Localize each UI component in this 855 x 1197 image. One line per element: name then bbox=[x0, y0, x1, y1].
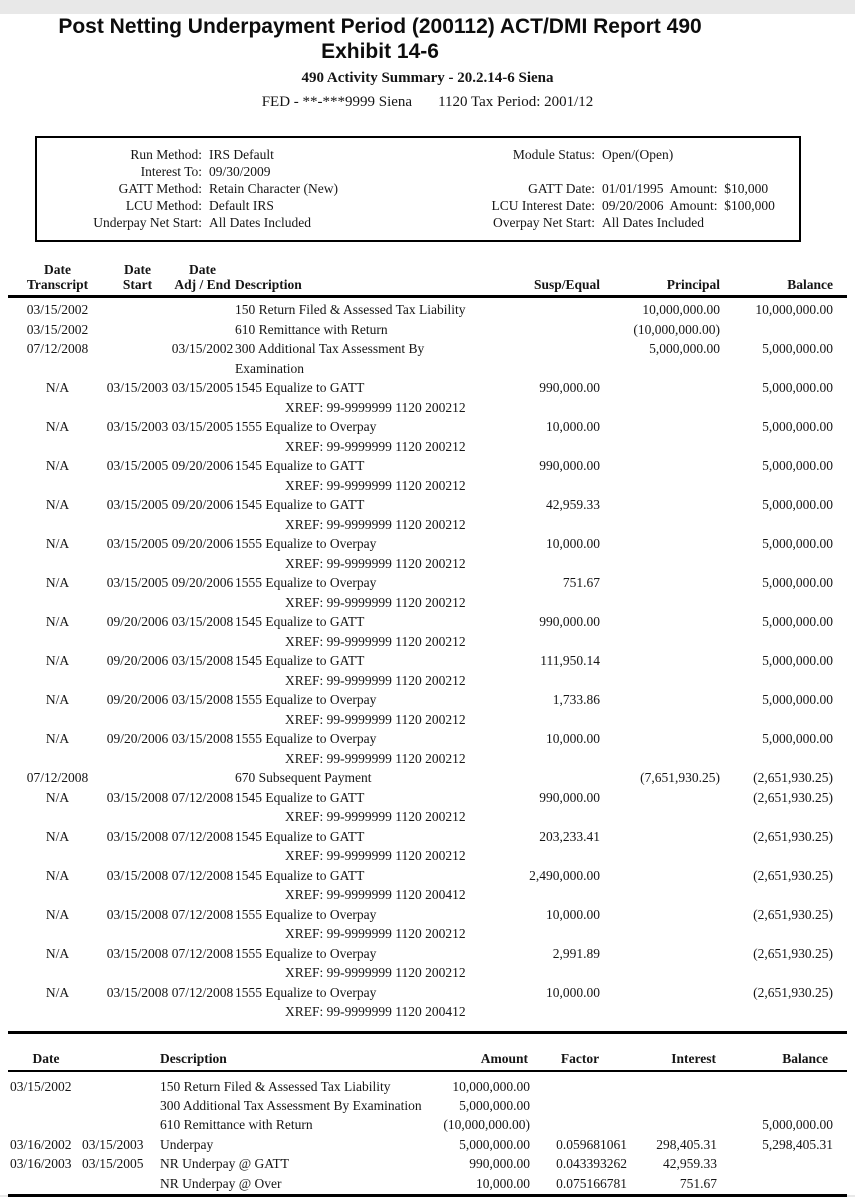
xref-line bbox=[0, 476, 855, 496]
cell-factor: 0.043393262 bbox=[556, 1156, 627, 1172]
cell-susp-equal: 990,000.00 bbox=[539, 789, 600, 805]
summary-table bbox=[0, 1050, 855, 1193]
cell-date-adj-end: 07/12/2008 bbox=[171, 828, 234, 844]
cell-date-start: 09/20/2006 bbox=[106, 614, 169, 629]
activity-row bbox=[0, 983, 855, 1003]
activity-row bbox=[0, 378, 855, 398]
header-principal: Principal bbox=[666, 277, 720, 292]
info-row bbox=[409, 197, 799, 214]
cell-date-start: 03/15/2008 bbox=[106, 945, 169, 961]
xref-text: XREF: 99-9999999 1120 200212 bbox=[285, 848, 466, 863]
cell-factor: 0.059681061 bbox=[556, 1136, 627, 1152]
cell-date-transcript: N/A bbox=[45, 692, 70, 707]
cell-susp-equal: 990,000.00 bbox=[539, 614, 600, 629]
cell-amount: 10,000.00 bbox=[476, 1175, 530, 1191]
cell-balance: 5,000,000.00 bbox=[762, 653, 833, 668]
cell-date-adj-end: 07/12/2008 bbox=[171, 906, 234, 922]
cell-date-start: 09/20/2006 bbox=[106, 692, 169, 707]
cell-date-1: 03/15/2002 bbox=[10, 1078, 72, 1094]
report-title-line-1: Post Netting Underpayment Period (200112) ACT/DMI Report 490 bbox=[58, 15, 702, 38]
cell-date-transcript: N/A bbox=[45, 789, 70, 805]
cell-balance: 5,298,405.31 bbox=[762, 1136, 833, 1152]
cell-susp-equal: 111,950.14 bbox=[540, 653, 600, 668]
cell-date-start: 09/20/2006 bbox=[106, 731, 169, 746]
cell-date-adj-end: 03/15/2005 bbox=[171, 419, 234, 434]
activity-header-rule bbox=[8, 295, 847, 298]
cell-principal bbox=[600, 612, 720, 632]
cell-date-transcript: N/A bbox=[45, 497, 70, 512]
info-label: Underpay Net Start: bbox=[93, 215, 202, 230]
xref-text: XREF: 99-9999999 1120 200212 bbox=[285, 516, 466, 532]
summary-table-header bbox=[0, 1050, 855, 1068]
info-label: GATT Method: bbox=[118, 181, 202, 196]
xref-line bbox=[0, 437, 855, 457]
cell-date-transcript: N/A bbox=[45, 458, 70, 473]
cell-date-adj-end: 09/20/2006 bbox=[171, 575, 234, 590]
cell-date-1 bbox=[10, 1115, 82, 1134]
summary-row bbox=[0, 1135, 855, 1154]
cell-principal bbox=[600, 534, 720, 554]
cell-date-start: 03/15/2008 bbox=[106, 867, 169, 883]
cell-date-transcript: 07/12/2008 bbox=[26, 341, 89, 356]
activity-row bbox=[0, 612, 855, 632]
activity-table-header bbox=[0, 262, 855, 292]
cell-date-transcript: N/A bbox=[45, 945, 70, 961]
cell-amount: 10,000,000.00 bbox=[452, 1078, 530, 1094]
cell-description: 300 Additional Tax Assessment By Examination bbox=[235, 341, 425, 376]
summary-row bbox=[0, 1115, 855, 1134]
cell-balance: (2,651,930.25) bbox=[753, 906, 833, 922]
entity-line bbox=[0, 94, 855, 111]
cell-date-adj-end: 07/12/2008 bbox=[171, 867, 234, 883]
cell-date-adj-end: 03/15/2008 bbox=[171, 692, 234, 707]
cell-description: 1555 Equalize to Overpay bbox=[235, 419, 377, 434]
section-separator-rule bbox=[8, 1031, 847, 1034]
cell-date-start: 03/15/2005 bbox=[106, 536, 169, 551]
cell-date-adj-end: 07/12/2008 bbox=[171, 945, 234, 961]
xref-text: XREF: 99-9999999 1120 200212 bbox=[285, 672, 466, 688]
cell-date-adj-end: 09/20/2006 bbox=[171, 536, 234, 551]
cell-date-start: 03/15/2008 bbox=[106, 828, 169, 844]
info-label: Overpay Net Start: bbox=[493, 215, 595, 230]
xref-line bbox=[0, 554, 855, 574]
xref-line bbox=[0, 924, 855, 944]
cell-description: 1545 Equalize to GATT bbox=[235, 867, 365, 883]
info-value: 09/20/2006 Amount: $100,000 bbox=[602, 198, 775, 213]
cell-balance: 5,000,000.00 bbox=[762, 497, 833, 512]
cell-description: 610 Remittance with Return bbox=[235, 321, 388, 337]
tax-period: 1120 Tax Period: 2001/12 bbox=[438, 94, 594, 110]
cell-principal bbox=[600, 651, 720, 671]
header-date-start: Date Start bbox=[122, 262, 153, 292]
info-row bbox=[409, 163, 799, 180]
cell-balance: 5,000,000.00 bbox=[762, 692, 833, 707]
cell-balance: 10,000,000.00 bbox=[755, 302, 833, 317]
cell-susp-equal: 42,959.33 bbox=[546, 497, 600, 512]
cell-principal bbox=[600, 905, 720, 925]
cell-description: 1545 Equalize to GATT bbox=[235, 614, 365, 629]
page-bottom-rule bbox=[8, 1194, 847, 1197]
cell-date-2 bbox=[82, 1174, 148, 1193]
info-value: 01/01/1995 Amount: $10,000 bbox=[602, 181, 769, 196]
xref-line bbox=[0, 632, 855, 652]
activity-row bbox=[0, 456, 855, 476]
cell-balance: (2,651,930.25) bbox=[753, 789, 833, 805]
cell-date-start: 03/15/2005 bbox=[106, 458, 169, 473]
activity-row bbox=[0, 788, 855, 808]
cell-date-start: 03/15/2005 bbox=[106, 497, 169, 512]
cell-interest: 42,959.33 bbox=[663, 1156, 717, 1172]
cell-interest bbox=[630, 1077, 720, 1096]
header-amount: Amount bbox=[480, 1050, 528, 1066]
xref-line bbox=[0, 885, 855, 905]
info-row bbox=[409, 180, 799, 197]
cell-description: 610 Remittance with Return bbox=[160, 1117, 313, 1133]
cell-susp-equal: 990,000.00 bbox=[539, 380, 600, 395]
xref-text: XREF: 99-9999999 1120 200212 bbox=[285, 594, 466, 610]
activity-row bbox=[0, 866, 855, 886]
cell-date-transcript: 07/12/2008 bbox=[26, 770, 89, 785]
xref-text: XREF: 99-9999999 1120 200412 bbox=[285, 1004, 466, 1019]
cell-susp-equal: 2,490,000.00 bbox=[529, 867, 600, 883]
cell-date-adj-end: 07/12/2008 bbox=[171, 984, 234, 1000]
cell-date-start: 03/15/2003 bbox=[106, 419, 169, 434]
cell-date-1 bbox=[10, 1096, 82, 1115]
activity-row bbox=[0, 495, 855, 515]
cell-principal bbox=[600, 417, 720, 437]
cell-date-adj-end bbox=[170, 768, 235, 788]
cell-balance: (2,651,930.25) bbox=[753, 867, 833, 883]
xref-text: XREF: 99-9999999 1120 200212 bbox=[285, 809, 466, 824]
activity-row bbox=[0, 320, 855, 340]
cell-date-transcript: 03/15/2002 bbox=[26, 302, 89, 317]
cell-principal bbox=[600, 788, 720, 808]
cell-balance: 5,000,000.00 bbox=[762, 341, 833, 356]
cell-susp-equal bbox=[480, 300, 600, 320]
cell-factor bbox=[530, 1077, 630, 1096]
summary-header-rule bbox=[8, 1070, 847, 1072]
info-value: All Dates Included bbox=[602, 215, 704, 230]
info-label: LCU Interest Date: bbox=[491, 198, 595, 213]
xref-text: XREF: 99-9999999 1120 200212 bbox=[285, 555, 466, 571]
cell-susp-equal: 10,000.00 bbox=[546, 984, 600, 1000]
summary-row bbox=[0, 1154, 855, 1173]
run-parameters-right bbox=[409, 146, 799, 231]
cell-date-transcript: N/A bbox=[45, 906, 70, 922]
cell-date-start bbox=[105, 300, 170, 320]
cell-date-start: 03/15/2008 bbox=[106, 906, 169, 922]
info-value: Default IRS bbox=[209, 198, 274, 213]
activity-row bbox=[0, 768, 855, 788]
cell-date-transcript: N/A bbox=[45, 380, 70, 395]
cell-description: 1545 Equalize to GATT bbox=[235, 828, 365, 844]
cell-date-adj-end bbox=[170, 300, 235, 320]
cell-susp-equal: 2,991.89 bbox=[552, 945, 600, 961]
activity-row bbox=[0, 534, 855, 554]
cell-principal bbox=[600, 378, 720, 398]
cell-description: 150 Return Filed & Assessed Tax Liability bbox=[235, 302, 466, 317]
info-label: LCU Method: bbox=[125, 198, 202, 213]
xref-line bbox=[0, 710, 855, 730]
cell-balance bbox=[720, 1174, 833, 1193]
cell-description: 1545 Equalize to GATT bbox=[235, 653, 365, 668]
cell-amount: 990,000.00 bbox=[469, 1156, 530, 1172]
header-interest: Interest bbox=[671, 1050, 716, 1066]
xref-line bbox=[0, 671, 855, 691]
activity-row bbox=[0, 573, 855, 593]
cell-date-transcript: N/A bbox=[45, 731, 70, 746]
cell-principal bbox=[600, 456, 720, 476]
cell-date-transcript: N/A bbox=[45, 653, 70, 668]
cell-date-adj-end: 03/15/2008 bbox=[171, 614, 234, 629]
cell-factor: 0.075166781 bbox=[556, 1175, 627, 1191]
cell-description: 1555 Equalize to Overpay bbox=[235, 984, 377, 1000]
cell-susp-equal: 990,000.00 bbox=[539, 458, 600, 473]
cell-balance: (2,651,930.25) bbox=[753, 770, 833, 785]
activity-row bbox=[0, 339, 855, 378]
cell-balance bbox=[720, 1096, 833, 1115]
cell-date-adj-end: 03/15/2005 bbox=[171, 380, 234, 395]
cell-factor bbox=[530, 1096, 630, 1115]
cell-date-transcript: N/A bbox=[45, 828, 70, 844]
report-title-block bbox=[0, 14, 760, 64]
cell-description: 1545 Equalize to GATT bbox=[235, 458, 365, 473]
xref-line bbox=[0, 1002, 855, 1022]
cell-date-transcript: 03/15/2002 bbox=[26, 321, 89, 337]
report-title-line-2: Exhibit 14-6 bbox=[321, 40, 439, 63]
xref-text: XREF: 99-9999999 1120 200212 bbox=[285, 438, 466, 454]
cell-balance: (2,651,930.25) bbox=[753, 828, 833, 844]
cell-susp-equal: 203,233.41 bbox=[539, 828, 600, 844]
xref-text: XREF: 99-9999999 1120 200212 bbox=[285, 926, 466, 941]
cell-date-adj-end: 09/20/2006 bbox=[171, 497, 234, 512]
xref-line bbox=[0, 593, 855, 613]
cell-principal bbox=[600, 573, 720, 593]
header-date: Date bbox=[32, 1050, 60, 1066]
cell-date-2: 03/15/2003 bbox=[82, 1136, 144, 1152]
info-row bbox=[409, 146, 799, 163]
cell-description: NR Underpay @ Over bbox=[160, 1175, 282, 1191]
activity-row bbox=[0, 300, 855, 320]
cell-balance: 5,000,000.00 bbox=[762, 1117, 833, 1133]
cell-date-start: 09/20/2006 bbox=[106, 653, 169, 668]
xref-text: XREF: 99-9999999 1120 200412 bbox=[285, 887, 466, 902]
xref-text: XREF: 99-9999999 1120 200212 bbox=[285, 477, 466, 493]
cell-date-adj-end: 07/12/2008 bbox=[171, 789, 234, 805]
header-date-adj-end: Date Adj / End bbox=[174, 262, 231, 292]
cell-interest bbox=[630, 1096, 720, 1115]
activity-row bbox=[0, 827, 855, 847]
info-label: GATT Date: bbox=[528, 181, 595, 196]
cell-date-transcript: N/A bbox=[45, 536, 70, 551]
cell-description: 1555 Equalize to Overpay bbox=[235, 731, 377, 746]
cell-description: 1555 Equalize to Overpay bbox=[235, 575, 377, 590]
activity-row bbox=[0, 690, 855, 710]
cell-susp-equal: 10,000.00 bbox=[546, 906, 600, 922]
header-date-2 bbox=[82, 1050, 148, 1068]
activity-row bbox=[0, 729, 855, 749]
xref-line bbox=[0, 515, 855, 535]
cell-susp-equal: 10,000.00 bbox=[546, 731, 600, 746]
header-date-transcript: Date Transcript bbox=[26, 262, 89, 292]
report-subtitle: 490 Activity Summary - 20.2.14-6 Siena bbox=[301, 70, 554, 86]
cell-date-adj-end: 03/15/2008 bbox=[171, 731, 234, 746]
info-value: IRS Default bbox=[209, 147, 274, 162]
cell-principal bbox=[600, 729, 720, 749]
run-parameters-box bbox=[35, 136, 801, 242]
cell-principal: (7,651,930.25) bbox=[640, 770, 720, 785]
cell-description: 1545 Equalize to GATT bbox=[235, 789, 365, 805]
xref-text: XREF: 99-9999999 1120 200212 bbox=[285, 965, 466, 980]
cell-date-transcript: N/A bbox=[45, 984, 70, 1000]
cell-susp-equal bbox=[480, 339, 600, 378]
cell-date-1: 03/16/2003 bbox=[10, 1156, 72, 1172]
activity-table-body bbox=[0, 300, 855, 1022]
activity-row bbox=[0, 905, 855, 925]
info-value: Retain Character (New) bbox=[209, 181, 338, 196]
cell-date-start bbox=[105, 339, 170, 378]
cell-balance: (2,651,930.25) bbox=[753, 945, 833, 961]
cell-balance: 5,000,000.00 bbox=[762, 458, 833, 473]
xref-text: XREF: 99-9999999 1120 200212 bbox=[285, 399, 466, 415]
cell-balance: 5,000,000.00 bbox=[762, 731, 833, 746]
info-value: 09/30/2009 bbox=[209, 164, 271, 179]
summary-row bbox=[0, 1174, 855, 1193]
cell-amount: (10,000,000.00) bbox=[443, 1117, 530, 1133]
xref-text: XREF: 99-9999999 1120 200212 bbox=[285, 750, 466, 766]
cell-interest: 751.67 bbox=[679, 1175, 717, 1191]
cell-date-adj-end: 09/20/2006 bbox=[171, 458, 234, 473]
cell-principal bbox=[600, 690, 720, 710]
cell-interest bbox=[630, 1115, 720, 1134]
header-balance: Balance bbox=[787, 277, 833, 292]
cell-factor bbox=[530, 1115, 630, 1134]
info-label: Run Method: bbox=[130, 147, 202, 162]
cell-date-2 bbox=[82, 1115, 148, 1134]
cell-date-2: 03/15/2005 bbox=[82, 1156, 144, 1172]
cell-description: 150 Return Filed & Assessed Tax Liability bbox=[160, 1078, 391, 1094]
info-label: Interest To: bbox=[140, 164, 202, 179]
cell-date-2 bbox=[82, 1096, 148, 1115]
cell-date-transcript: N/A bbox=[45, 419, 70, 434]
info-value: Open/(Open) bbox=[602, 147, 674, 162]
xref-line bbox=[0, 398, 855, 418]
cell-interest: 298,405.31 bbox=[656, 1136, 717, 1152]
xref-line bbox=[0, 963, 855, 983]
xref-text: XREF: 99-9999999 1120 200212 bbox=[285, 711, 466, 727]
activity-row bbox=[0, 944, 855, 964]
cell-balance bbox=[720, 1154, 833, 1173]
cell-description: 1555 Equalize to Overpay bbox=[235, 906, 377, 922]
activity-row bbox=[0, 651, 855, 671]
xref-line bbox=[0, 807, 855, 827]
cell-date-start bbox=[105, 320, 170, 340]
cell-date-2 bbox=[82, 1077, 148, 1096]
cell-principal: (10,000,000.00) bbox=[633, 321, 720, 337]
cell-amount: 5,000,000.00 bbox=[459, 1136, 530, 1152]
header-susp-equal: Susp/Equal bbox=[533, 277, 600, 292]
cell-principal bbox=[600, 495, 720, 515]
cell-description: 1555 Equalize to Overpay bbox=[235, 692, 377, 707]
cell-date-adj-end bbox=[170, 320, 235, 340]
taxpayer-id: FED - **-***9999 Siena bbox=[261, 94, 413, 110]
cell-balance bbox=[720, 320, 833, 340]
info-label bbox=[409, 163, 595, 180]
cell-principal bbox=[600, 827, 720, 847]
cell-balance: (2,651,930.25) bbox=[753, 984, 833, 1000]
header-factor: Factor bbox=[560, 1050, 600, 1066]
cell-description: Underpay bbox=[160, 1136, 214, 1152]
cell-principal bbox=[600, 944, 720, 964]
report-page bbox=[0, 14, 855, 1195]
cell-date-adj-end: 03/15/2002 bbox=[171, 341, 234, 356]
cell-date-start: 03/15/2005 bbox=[106, 575, 169, 590]
cell-description: 1545 Equalize to GATT bbox=[235, 380, 365, 395]
xref-text: XREF: 99-9999999 1120 200212 bbox=[285, 633, 466, 649]
cell-description: 300 Additional Tax Assessment By Examination bbox=[160, 1097, 422, 1113]
cell-description: 1555 Equalize to Overpay bbox=[235, 536, 377, 551]
cell-balance bbox=[720, 1077, 833, 1096]
cell-principal: 10,000,000.00 bbox=[642, 302, 720, 317]
cell-susp-equal bbox=[480, 768, 600, 788]
header-balance: Balance bbox=[782, 1050, 828, 1066]
cell-principal: 5,000,000.00 bbox=[649, 341, 720, 356]
cell-principal bbox=[600, 983, 720, 1003]
cell-balance: 5,000,000.00 bbox=[762, 614, 833, 629]
activity-row bbox=[0, 417, 855, 437]
info-label: Module Status: bbox=[512, 147, 595, 162]
cell-susp-equal bbox=[480, 320, 600, 340]
cell-date-start: 03/15/2008 bbox=[106, 789, 169, 805]
cell-balance: 5,000,000.00 bbox=[762, 380, 833, 395]
cell-date-transcript: N/A bbox=[45, 614, 70, 629]
cell-amount: 5,000,000.00 bbox=[459, 1097, 530, 1113]
cell-date-start: 03/15/2003 bbox=[106, 380, 169, 395]
info-row bbox=[409, 214, 799, 231]
summary-row bbox=[0, 1077, 855, 1096]
cell-susp-equal: 10,000.00 bbox=[546, 536, 600, 551]
cell-principal bbox=[600, 866, 720, 886]
cell-date-1: 03/16/2002 bbox=[10, 1136, 72, 1152]
cell-description: 1545 Equalize to GATT bbox=[235, 497, 365, 512]
header-description: Description bbox=[160, 1050, 227, 1066]
xref-line bbox=[0, 749, 855, 769]
cell-susp-equal: 10,000.00 bbox=[546, 419, 600, 434]
cell-date-adj-end: 03/15/2008 bbox=[171, 653, 234, 668]
cell-description: 1555 Equalize to Overpay bbox=[235, 945, 377, 961]
cell-susp-equal: 1,733.86 bbox=[552, 692, 600, 707]
activity-table bbox=[0, 262, 855, 1022]
cell-balance: 5,000,000.00 bbox=[762, 419, 833, 434]
cell-balance: 5,000,000.00 bbox=[762, 575, 833, 590]
cell-date-transcript: N/A bbox=[45, 867, 70, 883]
summary-row bbox=[0, 1096, 855, 1115]
cell-date-1 bbox=[10, 1174, 82, 1193]
cell-description: 670 Subsequent Payment bbox=[235, 770, 372, 785]
cell-description: NR Underpay @ GATT bbox=[160, 1156, 290, 1172]
xref-line bbox=[0, 846, 855, 866]
info-value: All Dates Included bbox=[209, 215, 311, 230]
summary-table-body bbox=[0, 1077, 855, 1193]
cell-date-transcript: N/A bbox=[45, 575, 70, 590]
cell-balance: 5,000,000.00 bbox=[762, 536, 833, 551]
header-description: Description bbox=[235, 277, 302, 292]
cell-susp-equal: 751.67 bbox=[562, 575, 600, 590]
cell-date-start: 03/15/2008 bbox=[106, 984, 169, 1000]
cell-date-start bbox=[105, 768, 170, 788]
